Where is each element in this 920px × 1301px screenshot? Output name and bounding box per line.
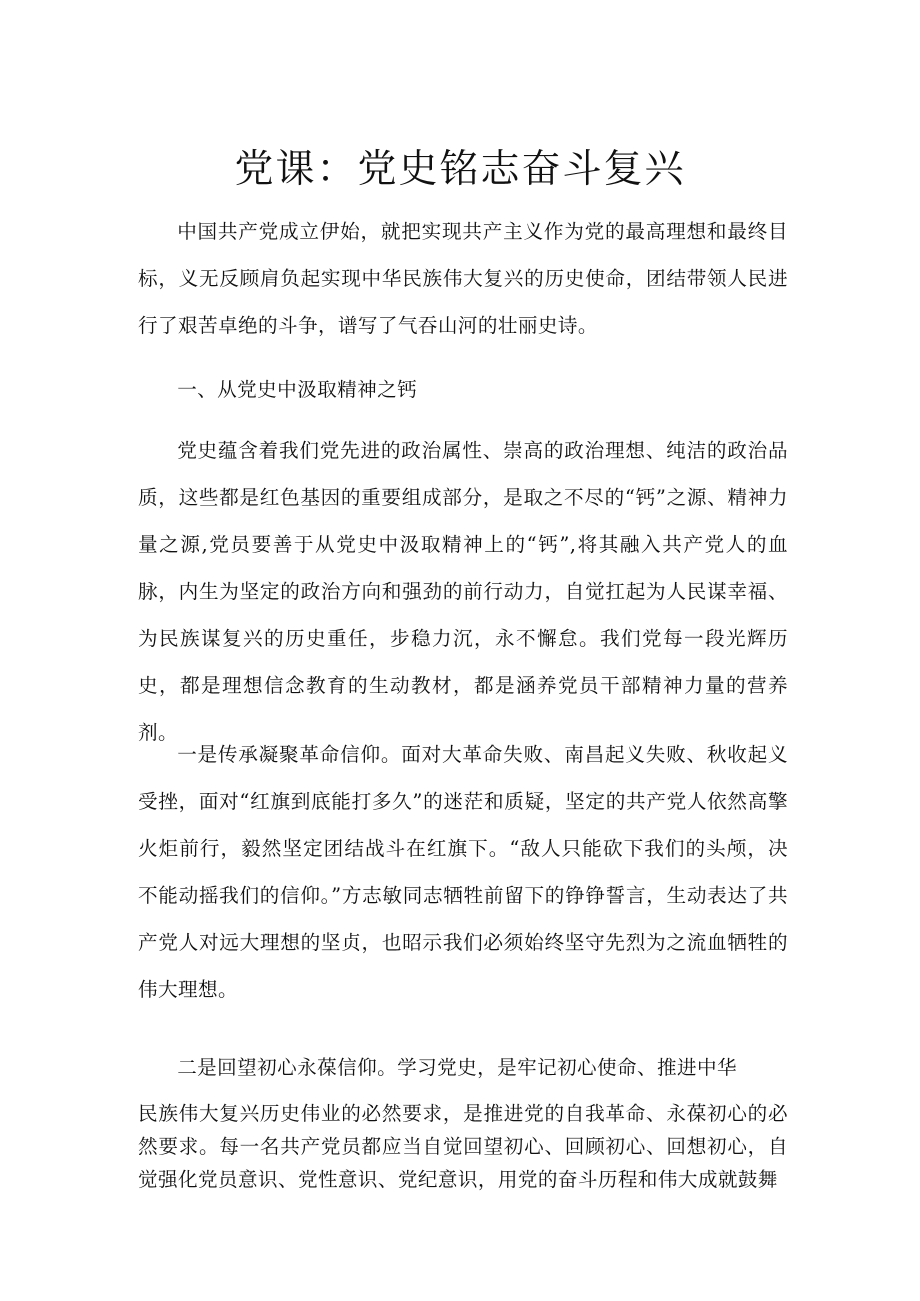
section-heading: 一、从党史中汲取精神之钙 bbox=[177, 378, 418, 401]
body-paragraph-continued: 民族伟大复兴历史伟业的必然要求，是推进党的自我革命、永葆初心的必然要求。每一名共产党员都应当自觉回望初心、回顾初心、回想初心，自觉强化党员意识、党性意识、党纪意识，用党的奋斗历程和伟大成就鼓舞 bbox=[138, 1102, 788, 1191]
body-paragraph-first-line: 二是回望初心永葆信仰。学习党史，是牢记初心使命、推进中华 bbox=[177, 1056, 738, 1079]
body-paragraph: 一是传承凝聚革命信仰。面对大革命失败、南昌起义失败、秋收起义受挫，面对“红旗到底能打多久”的迷茫和质疑，坚定的共产党人依然高擎火炬前行，毅然坚定团结战斗在红旗下。“敌人只能砍下我们的头颅，决不能动摇我们的信仰。”方志敏同志牺牲前留下的铮铮誓言，生动表达了共产党人对远大理想的坚贞，也昭示我们必须始终坚守先烈为之流血牺牲的伟大理想。 bbox=[138, 743, 788, 1001]
intro-paragraph: 中国共产党成立伊始，就把实现共产主义作为党的最高理想和最终目标，义无反顾肩负起实现中华民族伟大复兴的历史使命，团结带领人民进行了艰苦卓绝的斗争，谱写了气吞山河的壮丽史诗。 bbox=[138, 220, 788, 337]
document-title: 党课：党史铭志奋斗复兴 bbox=[234, 147, 686, 192]
body-paragraph: 党史蕴含着我们党先进的政治属性、崇高的政治理想、纯洁的政治品质，这些都是红色基因的重要组成部分，是取之不尽的“钙”之源、精神力量之源,党员要善于从党史中汲取精神上的“钙”,将其融入共产党人的血脉，内生为坚定的政治方向和强劲的前行动力，自觉扛起为人民谋幸福、为民族谋复兴的历史重任，步稳力沉，永不懈怠。我们党每一段光辉历史，都是理想信念教育的生动教材，都是涵养党员干部精神力量的营养剂。 bbox=[138, 439, 788, 744]
